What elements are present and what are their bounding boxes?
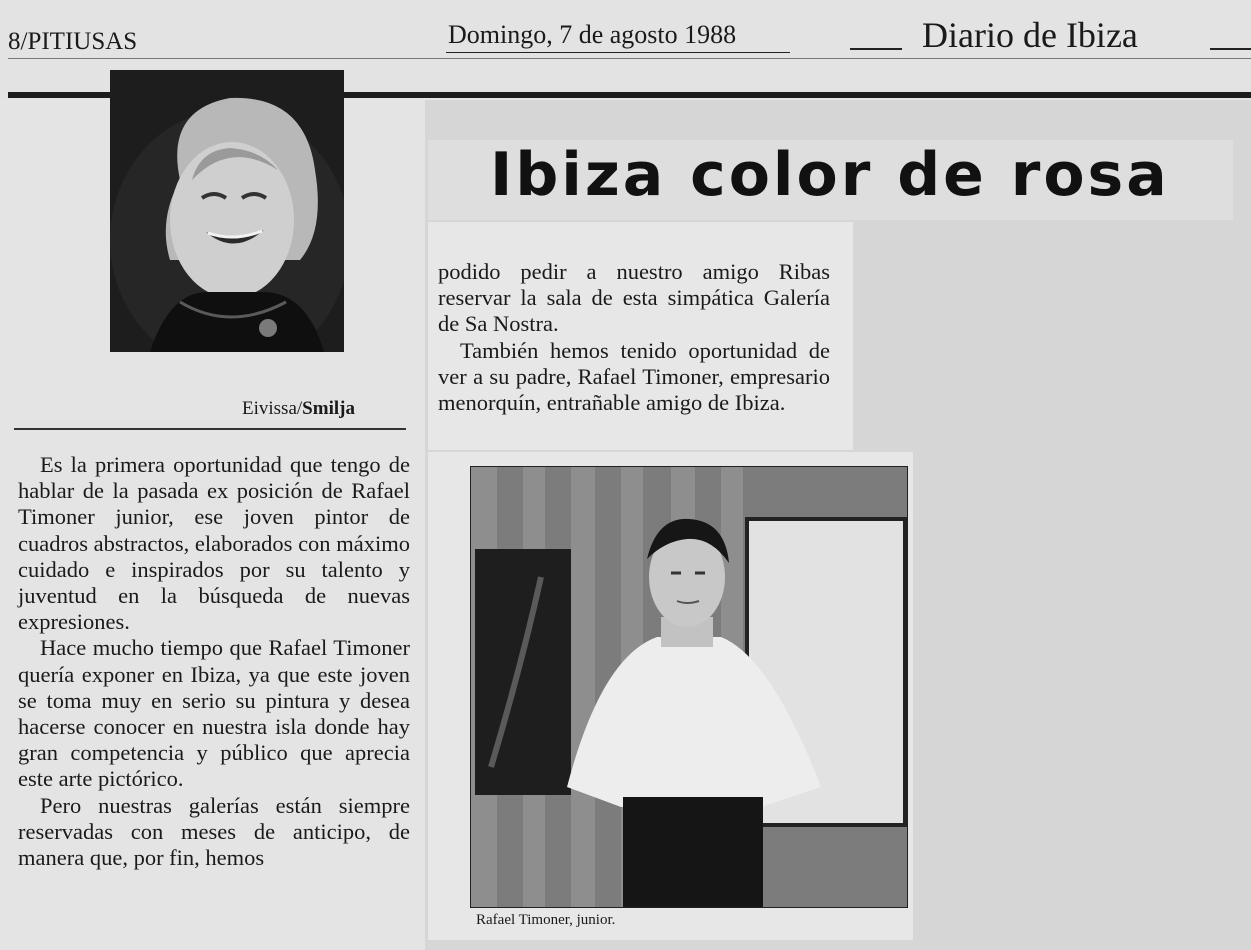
date-underline <box>446 52 790 53</box>
middle-article-column <box>438 259 830 416</box>
paragraph: Hace mucho tiempo que Rafael Timoner quería exponer en Ibiza, ya que este joven se toma muy en serio su pintura y desea hacerse conocer en nuestra isla donde hay gran competencia y público que aprecia este arte pictórico. <box>18 635 410 792</box>
headline: Ibiza color de rosa <box>490 140 1170 210</box>
photo-caption: Rafael Timoner, junior. <box>476 912 616 928</box>
left-article-column <box>18 452 410 871</box>
dash-left <box>850 48 902 50</box>
paragraph: podido pedir a nuestro amigo Ribas reservar la sala de esta simpática Galería de Sa Nostra. <box>438 259 830 337</box>
author-portrait-photo <box>110 70 344 352</box>
byline-author: Smilja <box>302 398 355 419</box>
paragraph: También hemos tenido oportunidad de ver a su padre, Rafael Timoner, empresario menorquín, entrañable amigo de Ibiza. <box>438 337 830 416</box>
newspaper-name: Diario de Ibiza <box>922 15 1138 55</box>
section-label: 8/PITIUSAS <box>8 28 138 55</box>
byline-rule <box>14 428 406 430</box>
paragraph: Es la primera oportunidad que tengo de hablar de la pasada ex posición de Rafael Timoner junior, ese joven pintor de cuadros abstractos, elaborados con máximo cuidado e inspirados por su talento y juventud en la búsqueda de nuevas expresiones. <box>18 452 410 635</box>
masthead-thin-rule <box>8 58 1251 59</box>
paragraph: Pero nuestras galerías están siempre reservadas con meses de anticipo, de manera que, por fin, hemos <box>18 792 410 871</box>
artist-photo <box>470 466 908 908</box>
byline-place: Eivissa/ <box>242 398 303 419</box>
issue-date: Domingo, 7 de agosto 1988 <box>448 20 737 49</box>
dash-right <box>1210 48 1251 50</box>
byline <box>242 398 355 420</box>
